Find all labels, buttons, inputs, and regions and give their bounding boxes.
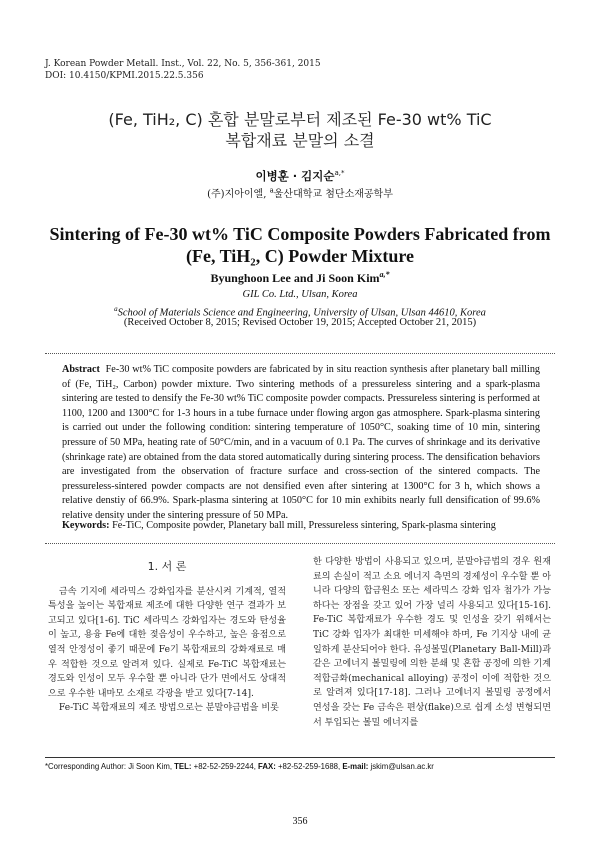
journal-citation: J. Korean Powder Metall. Inst., Vol. 22, No. 5, 356-361, 2015 (45, 59, 321, 69)
divider-top (45, 353, 555, 354)
corresponding-author-footnote (45, 762, 434, 771)
korean-affiliation-2: 울산대학교 첨단소재공학부 (273, 189, 393, 200)
keywords-label: Keywords: (62, 520, 110, 531)
english-title-line1: Sintering of Fe-30 wt% TiC Composite Powders Fabricated from (49, 224, 551, 244)
page-number: 356 (292, 816, 308, 827)
footnote-tel: +82-52-259-2244, (191, 762, 259, 771)
english-affiliation-2: School of Materials Science and Engineering, University of Ulsan, Ulsan 44610, Korea (117, 307, 486, 319)
intro-paragraph-continued: 한 다양한 방법이 사용되고 있으며, 분말야금법의 경우 원재료의 손실이 적고 소요 에너지 측면의 경제성이 우수할 뿐 아니라 다양의 합금원소 또는 세라믹스 강화 입자 첨가가 가능하다는 장점을 갖고 있어 가장 널리 사용되고 있다[15-16]. Fe-TiC 복합재료가 우수한 경도 및 인성을 갖기 위해서는 TiC 강화 입자가 최대한 미세해야 하며, Fe 기지상 내에 균일하게 분산되어야 한다. 유성볼밀(Planetary Ball-Mill)과 같은 고에너지 볼밀링에 의한 분쇄 및 혼합 공정에 의한 기계적합금화(mechanical alloying) 공정이 이에 적합한 것으로 알려져 있다[17-18]. 그러나 고에너지 볼밀링 공정에서 연성을 갖는 Fe 금속은 편상(flake)으로 쉽게 소성 변형되면서 투입되는 볼밀 에너지를 (313, 557, 551, 728)
footnote-email-label: E-mail: (342, 762, 369, 771)
intro-paragraph-2: Fe-TiC 복합재료의 제조 방법으로는 분말야금법을 비롯 (58, 703, 279, 714)
abstract-label: Abstract (62, 364, 100, 375)
english-title-line2: (Fe, TiH₂, C) Powder Mixture (185, 246, 415, 266)
keywords-text: Fe-TiC, Composite powder, Planetary ball mill, Pressureless sintering, Spark-plasma sintering (112, 520, 496, 531)
keywords (62, 520, 540, 531)
korean-title-line1: (Fe, TiH₂, C) 혼합 분말로부터 제조된 Fe-30 wt% TiC (108, 110, 492, 129)
journal-header (45, 58, 321, 82)
korean-authors (40, 168, 560, 184)
abstract (62, 363, 540, 524)
english-affiliation (40, 288, 560, 321)
korean-author-names: 이병훈 · 김지순 (255, 169, 335, 183)
footnote-fax: +82-52-259-1688, (275, 762, 343, 771)
footnote-tel-label: TEL: (174, 762, 192, 771)
korean-author-sup: a,* (334, 169, 345, 178)
english-title (40, 223, 560, 267)
column-right (313, 555, 551, 730)
footnote-prefix: *Corresponding Author: Ji Soon Kim, (45, 762, 175, 771)
korean-title (40, 109, 560, 151)
english-author-names: Byunghoon Lee and Ji Soon Kim (210, 271, 380, 285)
footnote-fax-label: FAX: (258, 762, 276, 771)
abstract-text: Fe-30 wt% TiC composite powders are fabricated by in situ reaction synthesis after planetary ball milling of (Fe, TiH₂, Carbon) powder mixture. Two sintering methods of a pressureless sintering and a spark-plasma sintering are tested to densify the Fe-30 wt% TiC composite powder compacts. Pressureless sintering is performed at 1100, 1200 and 1300°C for 1-3 hours in a tube furnace under flowing argon gas atmosphere. Spark-plasma sintering is carried out under the following condition: sintering temperature of 1050°C, soaking time of 10 min, sintering pressure of 50 MPa, heating rate of 50°C/min, and in a vacuum of 0.1 Pa. The curves of shrinkage and its derivative (shrinkage rate) are obtained from the data stored automatically during sintering process. The densification behaviors are investigated from the observation of fracture surface and cross-section of the sintered compacts. The pressureless-sintered powder compacts are not densified even after sintering at 1300°C for 3 h, which shows a relative denstiy of 66.9%. Spark-plasma sintering at 1050°C for 10 min exhibits nearly full densification of 99.6% relative density under the sintering pressure of 50 MPa. (62, 364, 541, 521)
received-dates: (Received October 8, 2015; Revised October 19, 2015; Accepted October 21, 2015) (123, 317, 477, 328)
column-left (48, 560, 286, 716)
footnote-rule (45, 757, 555, 758)
footnote-email[interactable]: jskim@ulsan.ac.kr (368, 762, 434, 771)
english-affiliation-sup: a (114, 305, 118, 313)
intro-paragraph-1: 금속 기지에 세라믹스 강화입자를 분산시켜 기계적, 열적 특성을 높이는 복합재료 제조에 대한 다양한 연구 결과가 보고되고 있다[1-6]. TiC 세라믹스 강화입자는 경도와 탄성율이 높고, 용융 Fe에 대한 젖음성이 우수하고, 높은 융점으로 열적 안정성이 좋기 때문에 Fe기 복합재료의 강화재료로 매우 적합한 것으로 알려져 있다. 실제로 Fe-TiC 복합재료는 경도와 인성이 모두 우수할 뿐 아니라 단가 면에서도 상대적으로 우수한 내마모 소재로 각광을 받고 있다[7-14]. (48, 586, 286, 699)
korean-title-line2: 복합재료 분말의 소결 (225, 131, 375, 150)
divider-bottom (45, 543, 555, 544)
journal-doi: DOI: 10.4150/KPMI.2015.22.5.356 (45, 71, 204, 81)
english-affiliation-1: GIL Co. Ltd., Ulsan, Korea (242, 289, 358, 300)
section-heading: 1. 서 론 (147, 560, 187, 573)
korean-affiliation-sup: a (269, 186, 274, 195)
korean-affiliation-1: (주)지아이엘, (207, 189, 270, 200)
english-authors (40, 270, 560, 286)
english-author-sup: a,* (379, 270, 390, 279)
korean-affiliation (40, 185, 560, 200)
